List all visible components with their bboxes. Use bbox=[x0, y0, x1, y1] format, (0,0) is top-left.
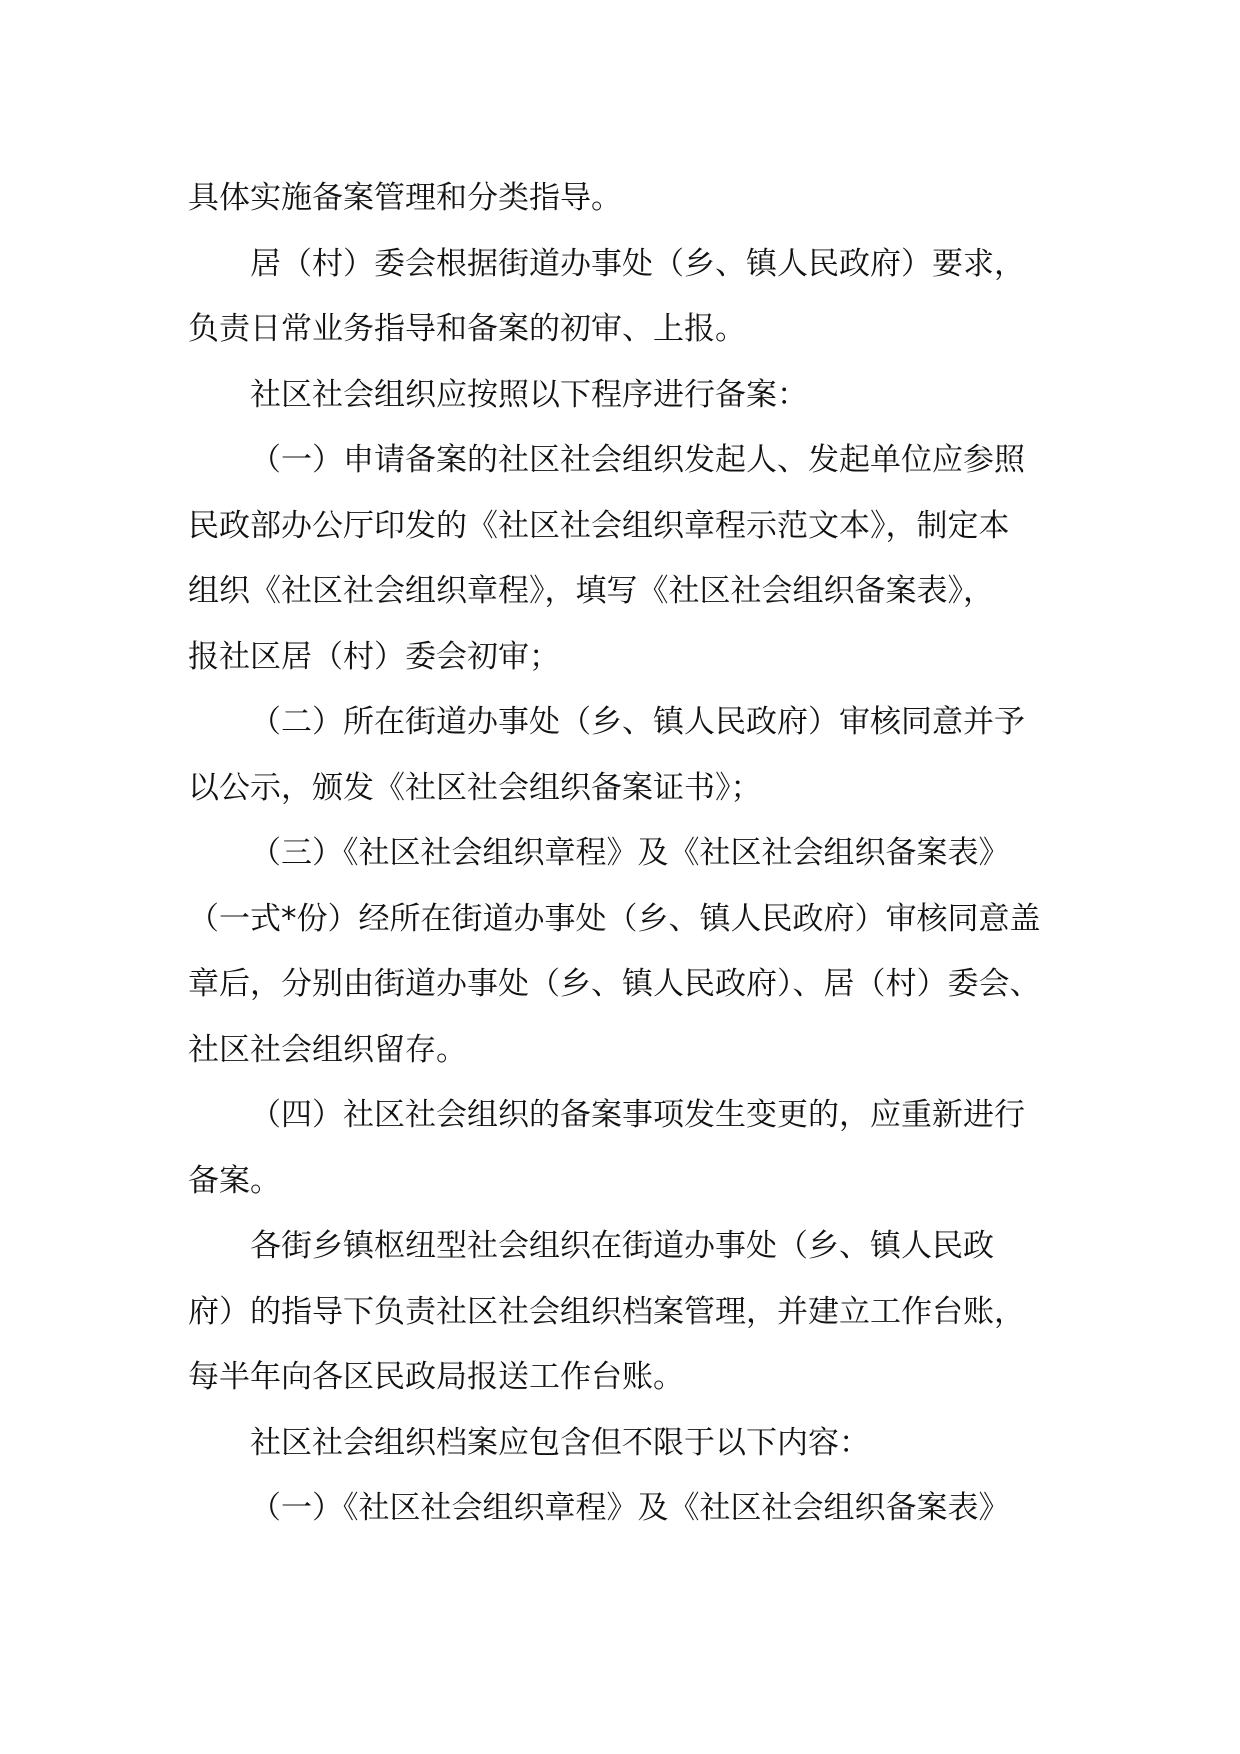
text-line-13: 章后，分别由街道办事处（乡、镇人民政府）、居（村）委会、 bbox=[188, 966, 1041, 1002]
text-line-5: （一）申请备案的社区社会组织发起人、发起单位应参照 bbox=[250, 442, 1025, 478]
text-line-21: （一）《社区社会组织章程》及《社区社会组织备案表》 bbox=[250, 1490, 1010, 1526]
text-line-1: 具体实施备案管理和分类指导。 bbox=[188, 180, 622, 216]
text-line-18: 府）的指导下负责社区社会组织档案管理，并建立工作台账， bbox=[188, 1293, 1025, 1330]
text-line-15: （四）社区社会组织的备案事项发生变更的，应重新进行 bbox=[250, 1097, 1025, 1133]
text-line-10: 以公示，颁发《社区社会组织备案证书》； bbox=[188, 769, 762, 806]
text-line-19: 每半年向各区民政局报送工作台账。 bbox=[188, 1359, 684, 1395]
text-line-9: （二）所在街道办事处（乡、镇人民政府）审核同意并予 bbox=[250, 704, 1025, 740]
document-body bbox=[188, 166, 1068, 1542]
text-line-20: 社区社会组织档案应包含但不限于以下内容： bbox=[250, 1424, 870, 1461]
text-line-11: （三）《社区社会组织章程》及《社区社会组织备案表》 bbox=[250, 835, 1010, 871]
text-line-6: 民政部办公厅印发的《社区社会组织章程示范文本》，制定本 bbox=[188, 507, 1010, 544]
text-line-8: 报社区居（村）委会初审； bbox=[188, 638, 560, 675]
text-line-3: 负责日常业务指导和备案的初审、上报。 bbox=[188, 311, 746, 347]
text-line-16: 备案。 bbox=[188, 1162, 281, 1199]
text-line-7: 组织《社区社会组织章程》，填写《社区社会组织备案表》， bbox=[188, 573, 994, 609]
text-line-17: 各街乡镇枢纽型社会组织在街道办事处（乡、镇人民政 bbox=[250, 1228, 994, 1264]
text-line-4: 社区社会组织应按照以下程序进行备案： bbox=[250, 376, 808, 413]
text-line-14: 社区社会组织留存。 bbox=[188, 1031, 467, 1068]
text-line-2: 居（村）委会根据街道办事处（乡、镇人民政府）要求， bbox=[250, 245, 1025, 282]
text-line-12: （一式*份）经所在街道办事处（乡、镇人民政府）审核同意盖 bbox=[188, 900, 1041, 937]
